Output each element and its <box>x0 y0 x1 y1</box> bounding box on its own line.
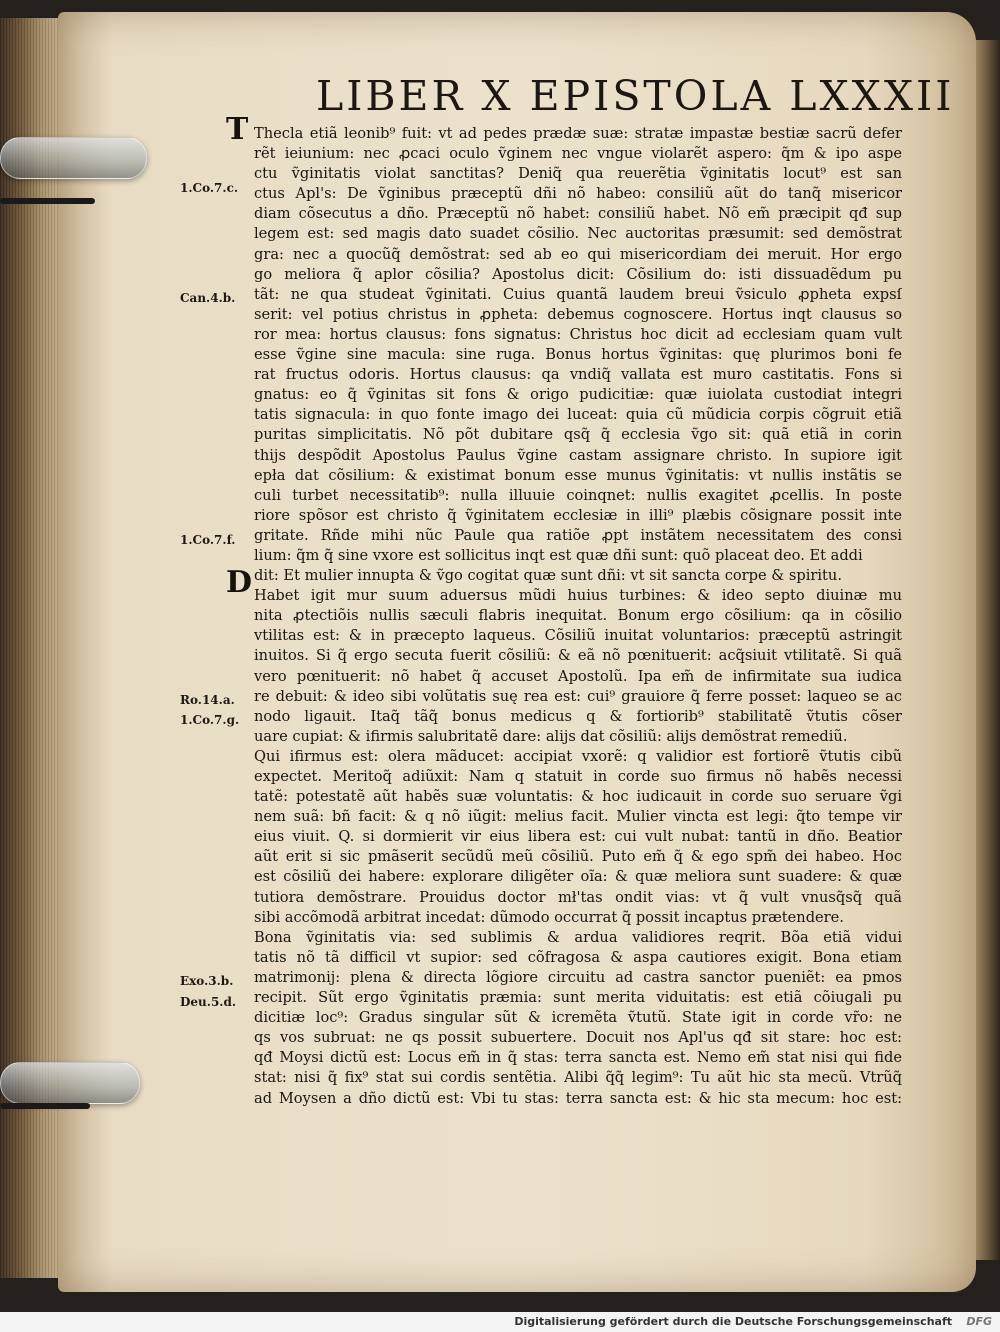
text-line: Habet igit mur suum aduersus mũdi huius turbines: & ideo septo diuinæ mu <box>254 587 902 605</box>
text-line: tutiora demõstrare. Prouidus doctor mł'tas ondit vias: vt q̃ vult vnusq̃sq̃ quã <box>254 888 902 906</box>
text-line: ctu ṽginitatis violat sanctitas? Deniq̃ qua reuerẽtia ṽginitatis locut⁹ est san <box>254 165 902 183</box>
text-line: aũt erit si sic pmãserit secũdũ meũ cõsiliũ. Puto em̃ q̃ & ego spm̃ dei habeo. Hoc <box>254 848 902 866</box>
text-line: stat: nisi q̃ fix⁹ stat sui cordis sentẽtia. Alibi q̃q̃ legim⁹: Tu aũt hic sta mecũ. Vtrũq̃ <box>254 1069 902 1087</box>
text-line: tatis nõ tã difficil vt supior: sed cõfragosa & aspa cautiores exigit. Bona etiam <box>254 948 902 966</box>
margin-note: Can.4.b. <box>180 291 236 305</box>
text-line: Qui ifirmus est: olera mãducet: accipiat vxorẽ: q validior est fortiorẽ ṽtutis cibũ <box>254 747 902 765</box>
text-line: riore spõsor est christo q̃ ṽginitatem ecclesiæ in illi⁹ plæbis cõsignare possit inte <box>254 506 902 524</box>
text-line: inuitos. Si q̃ ergo secuta fuerit cõsiliũ: & eã nõ pœnituerit: acq̃siuit vtilitatẽ. Si quã <box>254 647 902 665</box>
text-line: expectet. Meritoq̃ adiũxit: Nam q statuit in corde suo firmus nõ habẽs necessi <box>254 768 902 785</box>
text-line: dicitiæ loc⁹: Gradus singular sũt & icremẽta ṽtutũ. State igit in corde vr̃o: ne <box>254 1009 902 1027</box>
text-line: tatẽ: potestatẽ aũt habẽs suæ voluntatis: & hoc iudicauit in corde suo seruare ṽgi <box>254 788 902 806</box>
text-line: vtilitas est: & in præcepto laqueus. Cõsiliũ inuitat voluntarios: præceptũ astringit <box>254 627 902 645</box>
text-line: recipit. Sũt ergo ṽginitatis præmia: sunt merita viduitatis: est etiã cõiugali pu <box>254 989 902 1007</box>
initial-letter: D <box>226 565 253 600</box>
text-line: lium: q̃m q̃ sine vxore est sollicitus inqt est quæ dñi sunt: quõ placeat deo. Et addi <box>254 546 863 564</box>
margin-note: Exo.3.b. <box>180 974 234 988</box>
text-line: gnatus: eo q̃ ṽginitas sit fons & origo pudicitiæ: quæ iuiolata custodiat integri <box>254 386 902 404</box>
text-line: gra: nec a quocũq̃ demõstrat: sed ab eo qui misericordiam dei meruit. Hor ergo <box>254 245 902 263</box>
body-text <box>254 124 902 1109</box>
footer-bar <box>0 1312 1000 1332</box>
text-line: epła dat cõsilium: & existimat bonum esse munus ṽginitatis: vt nullis instãtis se <box>254 466 902 484</box>
margin-note: Deu.5.d. <box>180 995 237 1009</box>
text-line: puritas simplicitatis. Nõ põt dubitare qsq̃ q̃ ecclesia ṽgo sit: quã etiã in corin <box>254 426 902 444</box>
text-line: ad Moysen a dño dictũ est: Vbi tu stas: terra sancta est: & hic sta mecum: hoc est: <box>254 1089 902 1107</box>
text-line: vero pœnituerit: nõ habet q̃ accuset Apostolũ. Ipa em̃ de infirmitate sua iudica <box>254 667 902 685</box>
text-line: rẽt ieiunium: nec ꝓcaci oculo ṽginem nec vngue violarẽt aspero: q̃m & ipo aspe <box>254 145 902 163</box>
text-line: gritate. Rñde mihi nũc Paule qua ratiõe ꝓpt instãtem necessitatem des consi <box>254 526 902 544</box>
text-line: thijs despõdit Apostolus Paulus ṽgine castam assignare christo. In supiore igit <box>254 446 902 464</box>
glass-page-clip <box>0 1062 140 1104</box>
clip-wire <box>0 1103 90 1109</box>
margin-note: Ro.14.a. <box>180 693 235 707</box>
text-line: nita ꝓtectiõis nullis sæculi flabris inequitat. Bonum ergo cõsilium: qa in cõsilio <box>254 607 902 625</box>
margin-note: 1.Co.7.c. <box>180 181 239 195</box>
funding-credit: Digitalisierung gefördert durch die Deutsche Forschungsgemeinschaft <box>514 1315 952 1328</box>
text-line: uare cupiat: & ifirmis salubritatẽ dare: alijs dat cõsiliũ: alijs demõstrat remediũ. <box>254 727 848 745</box>
text-line: diam cõsecutus a dño. Præceptũ nõ habet: consiliũ habet. Nõ em̃ præcipit qđ sup <box>254 205 902 223</box>
text-line: dit: Et mulier innupta & ṽgo cogitat quæ sunt dñi: vt sit sancta corpe & spiritu. <box>254 567 842 585</box>
text-line: est cõsiliũ dei habere: explorare diligẽter oĩa: & quæ meliora sunt suadere: & quæ <box>254 868 902 886</box>
text-line: nem suã: bñ facit: & q nõ iũgit: melius facit. Mulier vincta est legi: q̃to tempe vir <box>254 808 902 826</box>
clip-wire <box>0 198 95 204</box>
page-heading: LIBER X EPISTOLA LXXXII <box>316 72 955 120</box>
text-line: legem est: sed magis dato suadet cõsilio. Nec auctoritas præsumit: sed demõstrat <box>254 225 902 243</box>
text-line: qs vos subruat: ne qs possit subuertere. Docuit nos Apl'us qđ sit stare: hoc est: <box>254 1029 902 1047</box>
margin-note: 1.Co.7.f. <box>180 533 236 547</box>
text-line: rat fructus odoris. Hortus clausus: qa vndiq̃ vallata est muro castitatis. Fons si <box>254 366 902 384</box>
text-line: culi turbet necessitatib⁹: nulla illuuie coinqnet: nullis exagitet ꝓcellis. In poste <box>254 486 902 504</box>
margin-note: 1.Co.7.g. <box>180 713 240 727</box>
text-line: tãt: ne qua studeat ṽginitati. Cuius quantã laudem breui ṽsiculo ꝓpheta expsſ <box>254 285 902 303</box>
text-line: eius viuit. Q. si dormierit vir eius libera est: cui vult nubat: tantũ in dño. Beatior <box>254 828 902 846</box>
text-line: Bona ṽginitatis via: sed sublimis & ardua validiores reqrit. Bõa etiã vidui <box>254 928 902 946</box>
glass-page-clip <box>0 137 147 179</box>
text-line: esse ṽgine sine macula: sine ruga. Bonus hortus ṽginitas: quę plurimos boni fe <box>254 346 902 364</box>
text-line: matrimonij: plena & directa lõgiore circuitu ad castra sanctor pueniẽt: ea pmos <box>254 968 902 986</box>
text-line: go meliora q̃ aplor cõsilia? Apostolus dicit: Cõsilium do: isti dissuadẽdum pu <box>254 265 902 283</box>
text-line: serit: vel potius christus in ꝓpheta: debemus cognoscere. Hortus inqt clausus so <box>254 305 902 323</box>
text-line: ctus Apl's: De ṽginibus præceptũ dñi nõ habeo: consiliũ aũt do tanq̃ misericor <box>254 185 902 203</box>
initial-letter: T <box>226 112 249 147</box>
text-line: re debuit: & ideo sibi volũtatis suę rea est: cui⁹ grauiore q̃ ferre posset: laqueo se ac <box>254 687 902 705</box>
text-line: ror mea: hortus clausus: fons signatus: Christus hoc dicit ad ecclesiam quam vult <box>254 325 902 343</box>
text-line: tatis signacula: in quo fonte imago dei luceat: quia cũ mũdicia corpis cõgruit etiã <box>254 406 902 424</box>
text-line: qđ Moysi dictũ est: Locus em̃ in q̃ stas: terra sancta est. Nemo em̃ stat nisi qui fide <box>254 1049 902 1067</box>
text-line: nodo ligauit. Itaq̃ tãq̃ bonus medicus q & fortiorib⁹ stabilitatẽ ṽtutis cõser <box>254 707 902 725</box>
text-line: sibi accõmodã arbitrat incedat: dũmodo occurrat q̃ possit incaptus prætendere. <box>254 908 844 926</box>
text-line: Thecla etiã leonib⁹ fuit: vt ad pedes prædæ suæ: stratæ impastæ bestiæ sacrũ defer <box>254 125 902 142</box>
dfg-logo: DFG <box>966 1315 992 1328</box>
